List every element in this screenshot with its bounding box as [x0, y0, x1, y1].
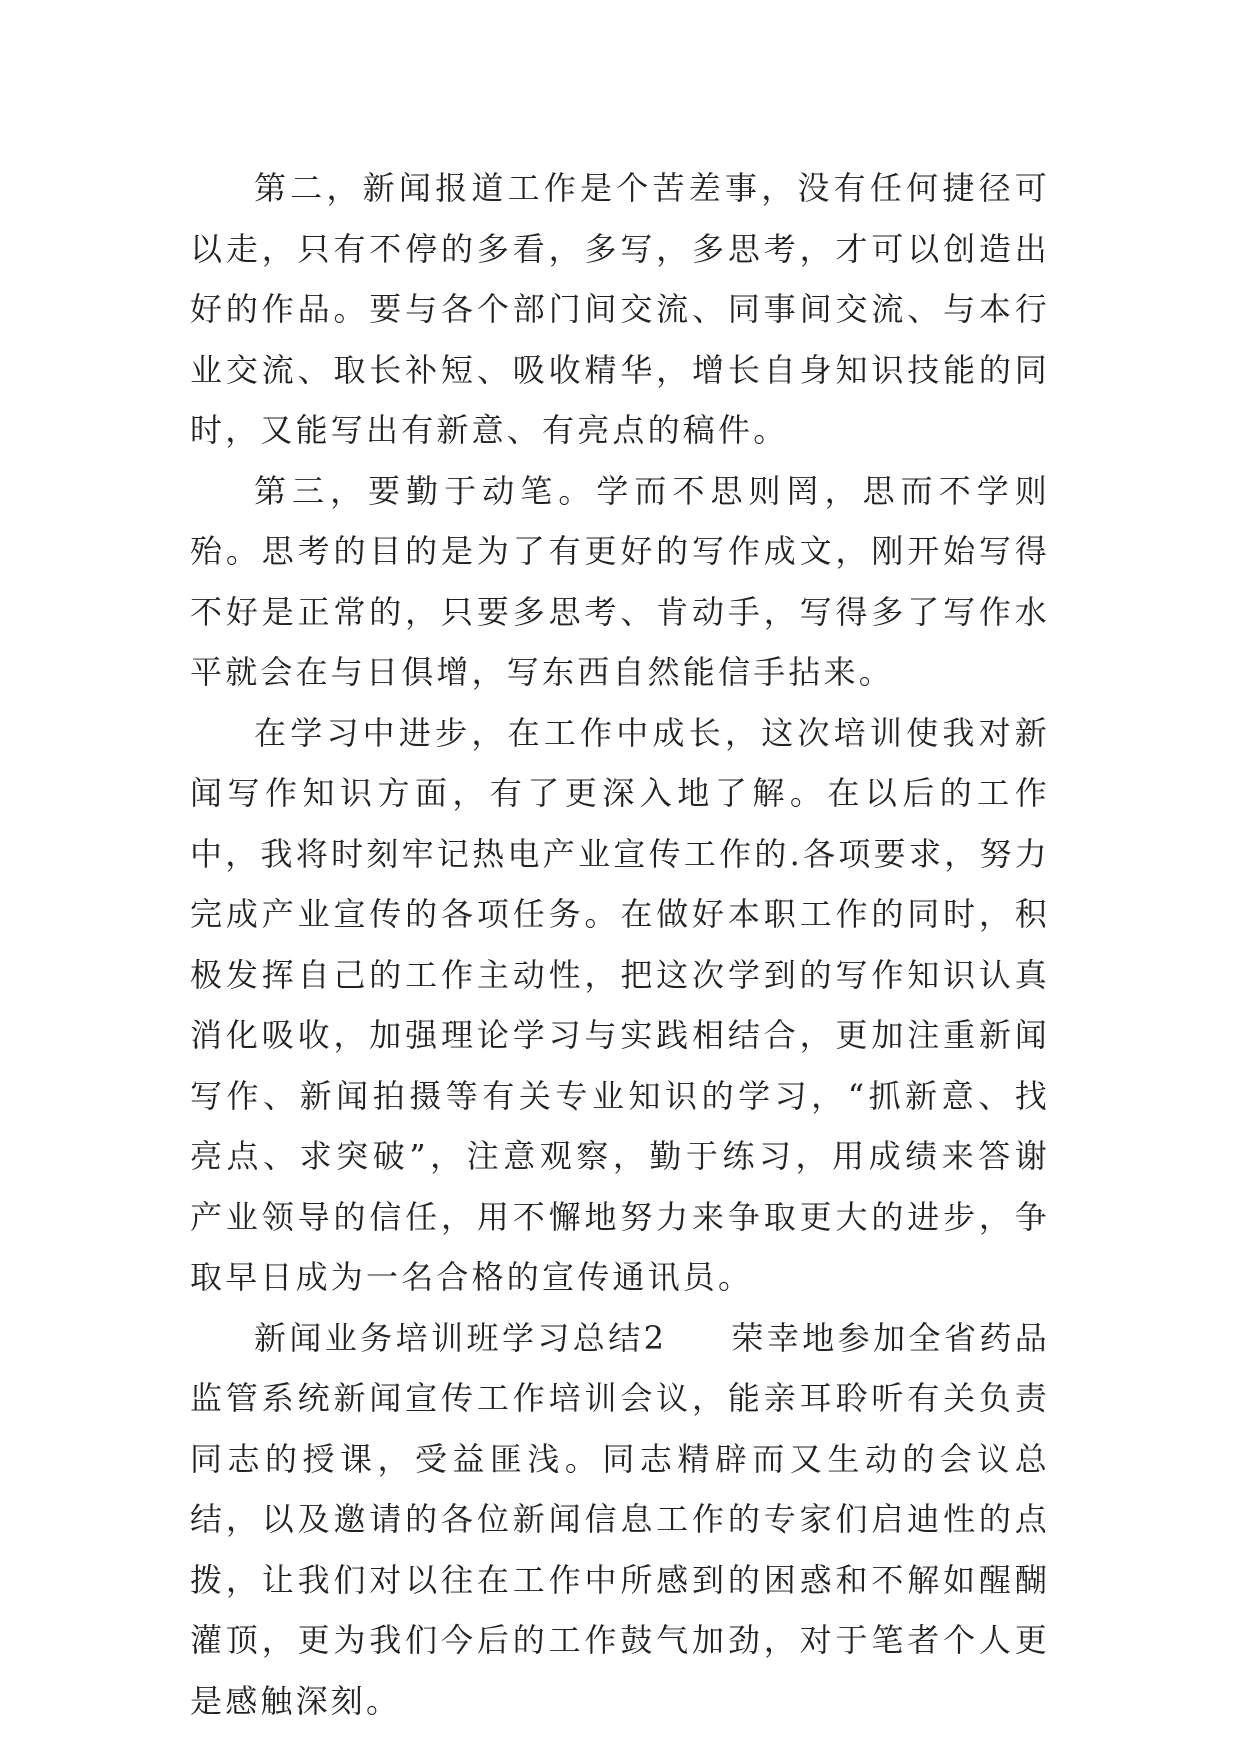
document-body: [190, 158, 1050, 1731]
paragraph-section-2: [190, 1308, 1050, 1732]
paragraph-second-point: 第二，新闻报道工作是个苦差事，没有任何捷径可以走，只有不停的多看，多写，多思考，才可以创造出好的作品。要与各个部门间交流、同事间交流、与本行业交流、取长补短、吸收精华，增长自身知识技能的同时，又能写出有新意、有亮点的稿件。: [190, 169, 1050, 449]
section-2-body: 荣幸地参加全省药品监管系统新闻宣传工作培训会议，能亲耳聆听有关负责同志的授课，受益匪浅。同志精辟而又生动的会议总结，以及邀请的各位新闻信息工作的专家们启迪性的点拨，让我们对以往在工作中所感到的困惑和不解如醒醐灌顶，更为我们今后的工作鼓气加劲，对于笔者个人更是感触深刻。: [190, 1318, 1050, 1720]
paragraph-conclusion: 在学习中进步，在工作中成长，这次培训使我对新闻写作知识方面，有了更深入地了解。在以后的工作中，我将时刻牢记热电产业宣传工作的.各项要求，努力完成产业宣传的各项任务。在做好本职工作的同时，积极发挥自己的工作主动性，把这次学到的写作知识认真消化吸收，加强理论学习与实践相结合，更加注重新闻写作、新闻拍摄等有关专业知识的学习，“抓新意、找亮点、求突破”，注意观察，勤于练习，用成绩来答谢产业领导的信任，用不懈地努力来争取更大的进步，争取早日成为一名合格的宣传通讯员。: [190, 713, 1050, 1296]
paragraph-third-point: 第三，要勤于动笔。学而不思则罔，思而不学则殆。思考的目的是为了有更好的写作成文，刚开始写得不好是正常的，只要多思考、肯动手，写得多了写作水平就会在与日俱增，写东西自然能信手拈来。: [190, 471, 1050, 691]
section-2-heading: 新闻业务培训班学习总结2: [254, 1318, 668, 1357]
